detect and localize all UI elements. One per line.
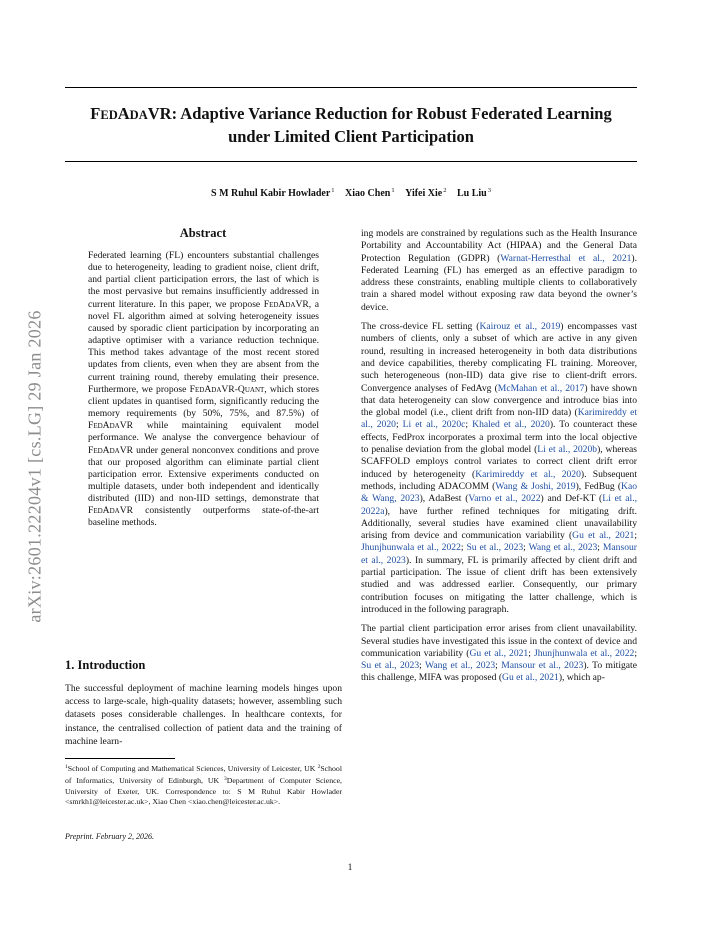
abstract-body: Federated learning (FL) encounters substantial challenges due to heterogeneity, leading to gradient noise, client drift, and partial client participation errors, the last of which is the most pervasive but remains insufficiently addressed in current literature. In this paper, we propose FedAdaVR, a novel FL algorithm aimed at solving heterogeneity issues caused by sporadic client participation by incorporating an adaptive optimiser with a variance reduction technique. This method takes advantage of the most recent stored updates from clients, even when they are absent from the current training round, thereby emulating their presence. Furthermore, we propose FedAdaVR-Quant, which stores client updates in quantised form, significantly reducing the memory requirements (by 50%, 75%, and 87.5%) of FedAdaVR while maintaining equivalent model performance. We analyse the convergence behaviour of FedAdaVR under general nonconvex conditions and prove that our proposed algorithm can eliminate partial client participation error. Extensive experiments conducted on multiple datasets, under both independent and identically distributed (IID) and non-IID settings, demonstrate that FedAdaVR consistently outperforms state-of-the-art baseline methods. [88, 250, 320, 529]
preprint-note: Preprint. February 2, 2026. [65, 832, 155, 841]
citation-link[interactable]: Jhunjhunwala et al., 2022 [533, 647, 635, 659]
right-column [361, 228, 637, 692]
section-heading-introduction: 1. Introduction [65, 658, 146, 672]
title-rule-bottom [65, 161, 637, 162]
citation-link[interactable]: Su et al., 2023 [466, 542, 524, 554]
citation-link[interactable]: Varno et al., 2022 [468, 493, 541, 505]
citation-link[interactable]: Mansour et al., 2023 [501, 660, 584, 672]
citation-link[interactable]: Li et al., 2022a [361, 493, 637, 517]
citation-link[interactable]: Jhunjhunwala et al., 2022 [361, 542, 461, 554]
citation-link[interactable]: Gu et al., 2021 [502, 672, 559, 684]
citation-link[interactable]: Gu et al., 2021 [572, 530, 635, 542]
citation-link[interactable]: Khaled et al., 2020 [472, 419, 550, 431]
citation-link[interactable]: Wang & Joshi, 2019 [495, 480, 576, 492]
arxiv-stamp [20, 256, 50, 676]
affiliation-footnote: $^1$School of Computing and Mathematical Sciences, University of Leicester, UK $^2$School of Informatics, University of Edinburgh, UK $^3$Department of Computer Science, University of Exeter, UK. Correspondence to: S M Ruhul Kabir Howlader <smrkh1@leicester.ac.uk>, Xiao Chen <xiao.chen@leicester.ac.uk>. [65, 764, 342, 807]
citation-link[interactable]: Kao & Wang, 2023 [361, 480, 637, 505]
citation-link[interactable]: Kairouz et al., 2019 [479, 321, 561, 333]
citation-link[interactable]: Gu et al., 2021 [469, 647, 529, 659]
citation-link[interactable]: Li et al., 2020b [537, 444, 598, 456]
citation-link[interactable]: Karimireddy et al., 2020 [361, 407, 638, 431]
citation-link[interactable]: Mansour et al., 2023 [361, 542, 637, 566]
abstract-heading: Abstract [179, 226, 227, 240]
body-paragraph: ing models are constrained by regulations such as the Health Insurance Portability and Accountability Act (HIPAA) and the General Data Protection Regulation (GDPR) (Warnat-Herresthal et al., 2021). Federated Learning (FL) has emerged as an effective paradigm to address these constraints, enabling multiple clients to collaboratively train a shared model without exposing raw data beyond the owner’s device. [361, 228, 638, 313]
title-line-2: under Limited Client Participation [228, 127, 474, 146]
citation-link[interactable]: Karimireddy et al., 2020 [475, 468, 581, 480]
author-list [65, 187, 637, 199]
citation-link[interactable]: Su et al., 2023 [361, 660, 420, 672]
body-paragraph: The partial client participation error arises from client unavailability. Several studies have investigated this issue in the context of device and communication variability (Gu et al., 2021; Jhunjhunwala et al., 2022; Su et al., 2023; Wang et al., 2023; Mansour et al., 2023). To mitigate this challenge, MIFA was proposed (Gu et al., 2021), which ap- [361, 623, 637, 684]
author: Lu Liu$^3$ [456, 187, 491, 199]
citation-link[interactable]: Wang et al., 2023 [425, 660, 496, 672]
author: S M Ruhul Kabir Howlader$^1$ [211, 187, 335, 199]
citation-link[interactable]: McMahan et al., 2017 [497, 382, 585, 394]
body-paragraph: The cross-device FL setting (Kairouz et al., 2019) encompasses vast numbers of clients, only a subset of which are active in any given round, resulting in increased heterogeneity in both data distributions and device capabilities, thereby complicating FL training. Moreover, such heterogeneous (non-IID) data give rise to client-drift errors. Convergence analyses of FedAvg (McMahan et al., 2017) have shown that data heterogeneity can slow convergence and introduce bias into the global model (i.e., client drift from non-IID data) (Karimireddy et al., 2020; Li et al., 2020c; Khaled et al., 2020). To counteract these effects, FedProx incorporates a proximal term into the local objective to penalise deviation from the global model (Li et al., 2020b), whereas SCAFFOLD employs control variates to correct client drift error induced by heterogeneity (Karimireddy et al., 2020). Subsequent methods, including ADACOMM (Wang & Joshi, 2019), FedBug (Kao & Wang, 2023), AdaBest (Varno et al., 2022) and Def-KT (Li et al., 2022a), have further refined techniques for mitigating drift. Additionally, several studies have examined client unavailability arising from device and communication variability (Gu et al., 2021; Jhunjhunwala et al., 2022; Su et al., 2023; Wang et al., 2023; Mansour et al., 2023). In summary, FL is primarily affected by client drift and partial participation. The issue of client drift has been extensively studied and was addressed earlier. Consequently, our primary contribution focuses on mitigating the latter challenge, which is introduced in the following paragraph. [361, 321, 638, 615]
arxiv-id: arXiv:2601.22204v1 [cs.LG] 29 Jan 2026 [24, 309, 45, 623]
footnote-rule [65, 758, 175, 759]
title-rule-top [65, 87, 637, 88]
author: Xiao Chen$^1$ [345, 187, 395, 199]
citation-link[interactable]: Warnat-Herresthal et al., 2021 [500, 252, 632, 264]
title-line-1: FEDADAVR: Adaptive Variance Reduction for Robust Federated Learning [90, 104, 612, 123]
author: Yifei Xie$^2$ [405, 187, 447, 199]
page-number: 1 [347, 862, 353, 873]
citation-link[interactable]: Wang et al., 2023 [528, 542, 598, 554]
citation-link[interactable]: Li et al., 2020c [402, 419, 466, 431]
paper-title [65, 103, 637, 147]
intro-paragraph: The successful deployment of machine learning models hinges upon access to large-scale, high-quality datasets; however, assembling such datasets poses considerable challenges. In healthcare contexts, for instance, the centralised collection of patient data and the training of machine learn- [65, 683, 342, 747]
